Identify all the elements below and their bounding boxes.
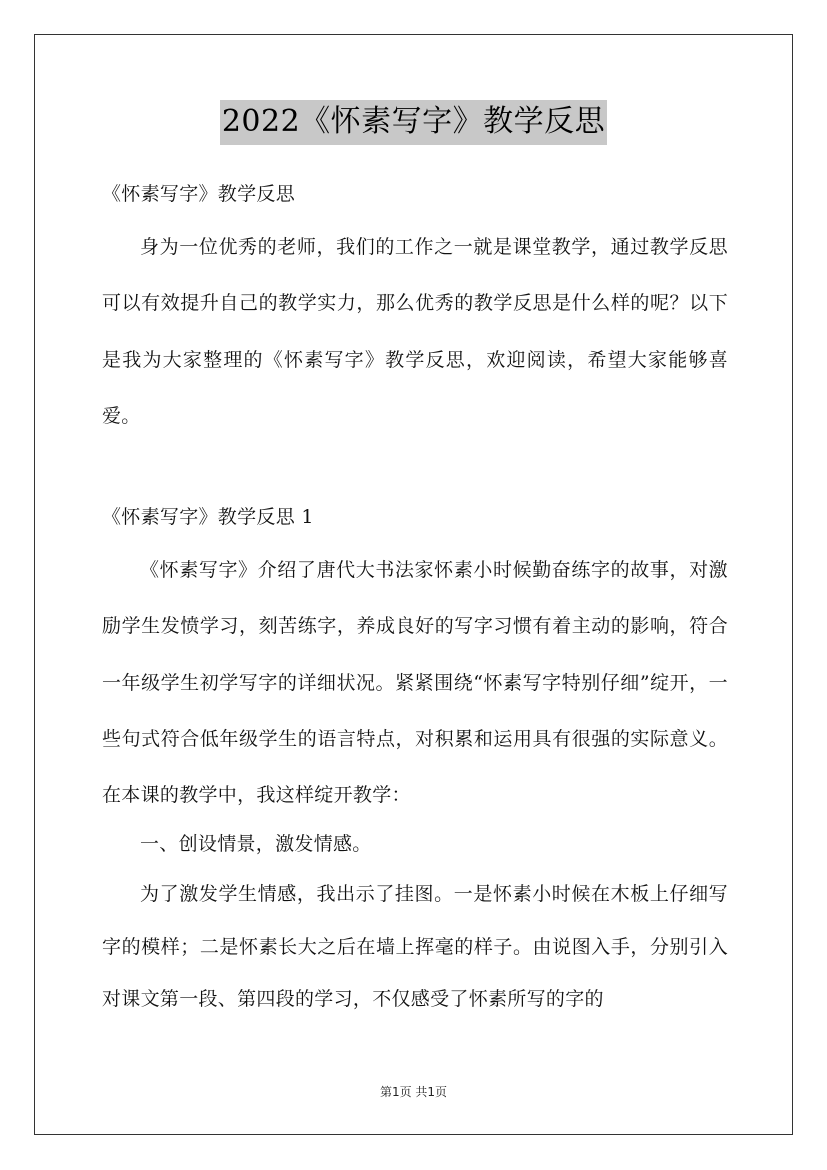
subsection-heading: 一、创设情景，激发情感。 — [140, 833, 372, 855]
document-title: 2022《怀素写字》教学反思 — [220, 100, 607, 145]
page-footer: 第1页 共1页 — [379, 1085, 448, 1099]
intro-paragraph: 身为一位优秀的老师，我们的工作之一就是课堂教学，通过教学反思可以有效提升自己的教学实力，那么优秀的教学反思是什么样的呢？以下是我为大家整理的《怀素写字》教学反思，欢迎阅读，希望大家能够喜爱。 — [102, 236, 728, 427]
section-heading-1: 《怀素写字》教学反思 1 — [102, 506, 314, 528]
intro-heading: 《怀素写字》教学反思 — [102, 183, 296, 205]
body-paragraph-1: 《怀素写字》介绍了唐代大书法家怀素小时候勤奋练字的故事，对激励学生发愤学习，刻苦练字，养成良好的写字习惯有着主动的影响，符合一年级学生初学写字的详细状况。紧紧围绕“怀素写字特别仔细”绽开，一些句式符合低年级学生的语言特点，对积累和运用具有很强的实际意义。在本课的教学中，我这样绽开教学： — [102, 559, 728, 807]
body-paragraph-2: 为了激发学生情感，我出示了挂图。一是怀素小时候在木板上仔细写字的模样；二是怀素长大之后在墙上挥毫的样子。由说图入手，分别引入对课文第一段、第四段的学习，不仅感受了怀素所写的字的 — [102, 883, 728, 1010]
document-title-wrapper — [0, 100, 827, 145]
